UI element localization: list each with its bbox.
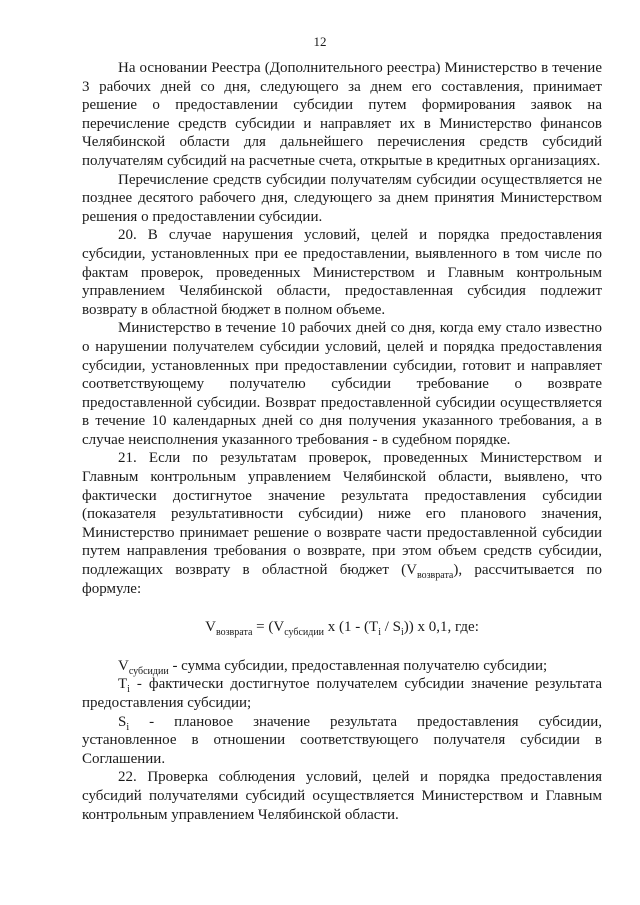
formula-mid: x (1 - (T <box>324 619 379 636</box>
p21-subscript: возврата <box>416 570 454 582</box>
return-formula <box>82 618 602 637</box>
p21-text-before: 21. Если по результатам проверок, проведенных Министерством и Главным контрольным управлением Челябинской области, выявлено, что фактически достигнутое значение результата предоставления субсидии (показателя результативности субсидии) ниже его планового значения, Министерство принимает решение о возврате части предоставленной субсидии путем направления требования о возврате, при этом объем средств субсидии, подлежащих возврату в областной бюджет (V <box>82 450 602 579</box>
paragraph-22-compliance-check: 22. Проверка соблюдения условий, целей и порядка предоставления субсидий получателями субсидий осуществляется Министерством и Главным контрольным управлением Челябинской области. <box>82 769 602 823</box>
formula-eq: = (V <box>252 619 285 636</box>
formula-si-sub: i <box>400 627 404 639</box>
paragraph-20-violation: 20. В случае нарушения условий, целей и порядка предоставления субсидии, установленных при ее предоставлении, выявленного в том числе по фактам проверок, проведенных Министерством и Главным контрольным управлением Челябинской области, предоставленная субсидия подлежит возврату в областной бюджет в полном объеме. <box>82 227 602 318</box>
def-t-sub: i <box>127 684 130 696</box>
formula-tail: )) x 0,1, где: <box>403 619 479 636</box>
formula-subsidy-sub: субсидии <box>284 627 325 639</box>
definition-t-actual <box>82 675 602 712</box>
def-t-symbol: T <box>118 676 128 693</box>
definition-s-planned <box>82 713 602 769</box>
page-number: 12 <box>313 34 327 49</box>
def-v-symbol: V <box>118 657 129 674</box>
def-v-sub: субсидии <box>128 665 169 677</box>
def-t-text: - фактически достигнутое получателем субсидии значение результата предоставления субсидии; <box>82 676 602 711</box>
def-s-sub: i <box>126 721 130 733</box>
paragraph-transfer-deadline: Перечисление средств субсидии получателям субсидии осуществляется не позднее десятого рабочего дня, следующего за днем принятия Министерством решения о предоставлении субсидии. <box>82 171 602 225</box>
document-body <box>82 59 602 824</box>
def-v-text: - сумма субсидии, предоставленная получателю субсидии; <box>168 657 548 674</box>
formula-ti-sub: i <box>378 627 381 639</box>
paragraph-registry-decision: На основании Реестра (Дополнительного реестра) Министерство в течение 3 рабочих дней со дня, следующего за днем его составления, принимает решение о предоставлении субсидии путем формирования заявок на перечисление средств субсидии и направляет их в Министерство финансов Челябинской области для дальнейшего перечисления средств субсидий получателям субсидий на расчетные счета, открытые в кредитных организациях. <box>82 60 602 169</box>
formula-lhs-sub: возврата <box>215 627 253 639</box>
def-s-text: - плановое значение результата предоставления субсидии, установленное в отношении соответствующего получателя субсидии в Соглашении. <box>82 713 602 767</box>
def-s-symbol: S <box>118 713 127 730</box>
paragraph-return-requirement: Министерство в течение 10 рабочих дней со дня, когда ему стало известно о нарушении получателем субсидии условий, целей и порядка предоставления субсидии, установленных при предоставлении субсидии, готовит и направляет соответствующему получателю субсидии требование о возврате предоставленной субсидии. Возврат предоставленной субсидии осуществляется в течение 10 календарных дней со дня получения указанного требования, а в случае неисполнения указанного требования - в судебном порядке. <box>82 320 602 448</box>
definition-v-subsidy <box>82 657 602 676</box>
formula-lhs: V <box>205 619 216 636</box>
p21-text-after: ), рассчитывается по формуле: <box>82 562 602 597</box>
formula-slash: / S <box>380 619 401 636</box>
paragraph-21-partial-return <box>82 449 602 598</box>
